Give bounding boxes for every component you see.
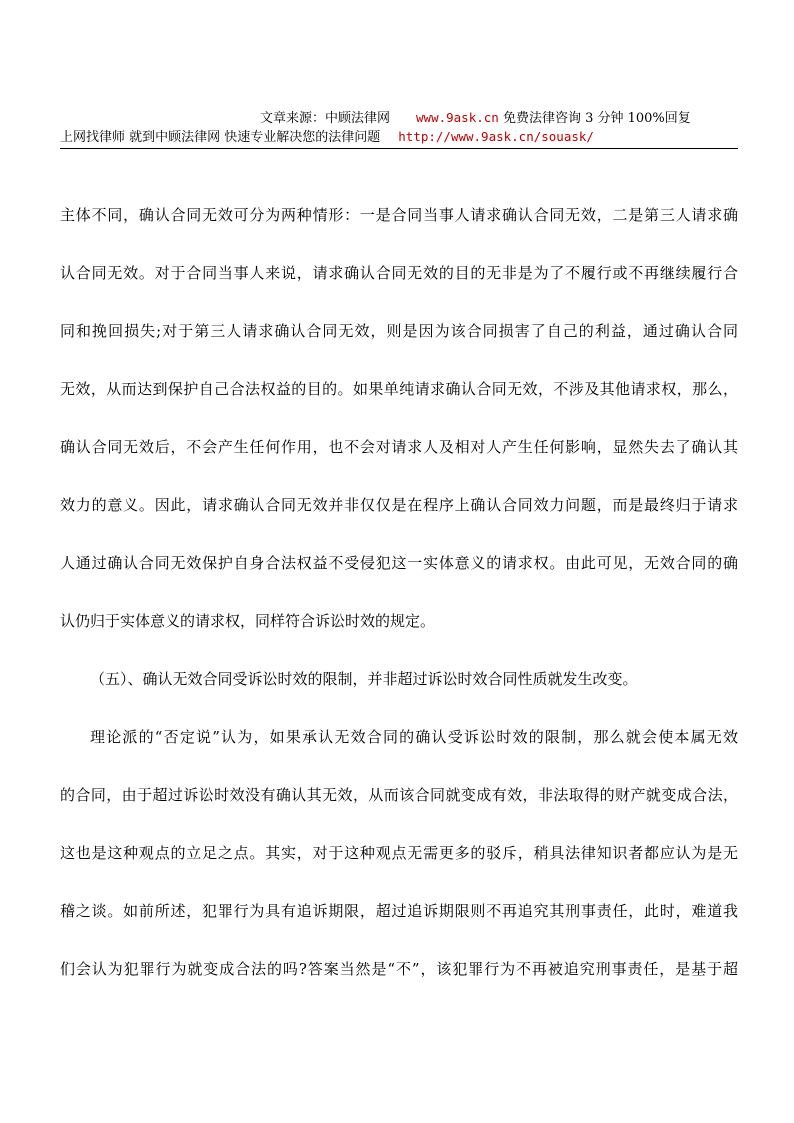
paragraph-line: 稽之谈。如前所述，犯罪行为具有追诉期限，超过追诉期限则不再追究其刑事责任，此时，难道我 — [60, 902, 738, 920]
header-source-line — [260, 108, 691, 128]
page-header — [60, 108, 738, 149]
paragraph-line: 这也是这种观点的立足之点。其实，对于这种观点无需更多的驳斥，稍具法律知识者都应认为是无 — [60, 844, 738, 862]
source-label: 文章来源：中顾法律网 — [260, 111, 391, 126]
paragraph-line: 理论派的“否定说”认为，如果承认无效合同的确认受诉讼时效的限制，那么就会使本属无效 — [90, 728, 738, 746]
section-heading: （五）、确认无效合同受诉讼时效的限制，并非超过诉讼时效合同性质就发生改变。 — [90, 670, 638, 688]
paragraph-line: 主体不同，确认合同无效可分为两种情形：一是合同当事人请求确认合同无效，二是第三人请求确 — [60, 206, 738, 224]
paragraph-line: 效力的意义。因此，请求确认合同无效并非仅仅是在程序上确认合同效力问题，而是最终归于请求 — [60, 496, 738, 514]
site-url-link[interactable]: www.9ask.cn — [416, 110, 499, 125]
souask-url-link[interactable]: http://www.9ask.cn/souask/ — [398, 129, 594, 144]
paragraph-line: 确认合同无效后，不会产生任何作用，也不会对请求人及相对人产生任何影响，显然失去了确认其 — [60, 438, 738, 456]
paragraph-line: 的合同，由于超过诉讼时效没有确认其无效，从而该合同就变成有效，非法取得的财产就变成合法， — [60, 786, 738, 804]
paragraph-line: 人通过确认合同无效保护自身合法权益不受侵犯这一实体意义的请求权。由此可见，无效合同的确 — [60, 554, 738, 572]
paragraph-line: 认仍归于实体意义的请求权，同样符合诉讼时效的规定。 — [60, 612, 436, 630]
header-tagline-line — [60, 127, 594, 147]
consult-text: 免费法律咨询 3 分钟 100%回复 — [502, 111, 691, 126]
paragraph-line: 无效，从而达到保护自己合法权益的目的。如果单纯请求确认合同无效，不涉及其他请求权，那么， — [60, 380, 738, 398]
paragraph-line: 们会认为犯罪行为就变成合法的吗?答案当然是“不”，该犯罪行为不再被追究刑事责任，是基于超 — [60, 960, 738, 978]
paragraph-line: 同和挽回损失;对于第三人请求确认合同无效，则是因为该合同损害了自己的利益，通过确认合同 — [60, 322, 738, 340]
paragraph-line: 认合同无效。对于合同当事人来说，请求确认合同无效的目的无非是为了不履行或不再继续履行合 — [60, 264, 738, 282]
tagline: 上网找律师 就到中顾法律网 快速专业解决您的法律问题 — [60, 130, 381, 145]
